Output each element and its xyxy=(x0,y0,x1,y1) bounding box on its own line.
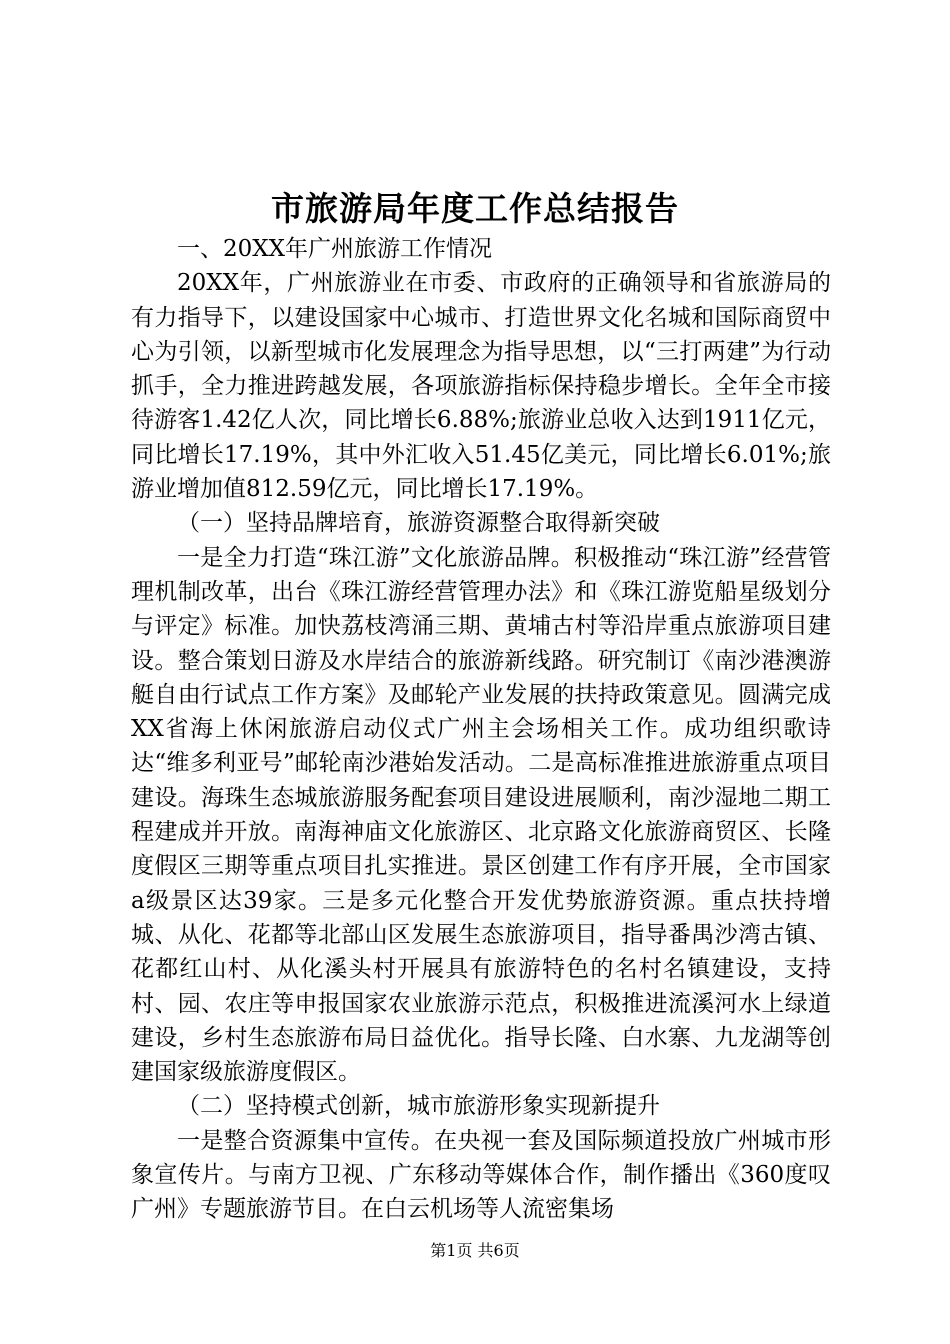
body-paragraph: 一是全力打造“珠江游”文化旅游品牌。积极推动“珠江游”经营管理机制改革，出台《珠江游经营管理办法》和《珠江游览船星级划分与评定》标准。加快荔枝湾涌三期、黄埔古村等沿岸重点旅游项目建设。整合策划日游及水岸结合的旅游新线路。研究制订《南沙港澳游艇自由行试点工作方案》及邮轮产业发展的扶持政策意见。圆满完成XX省海上休闲旅游启动仪式广州主会场相关工作。成功组织歌诗达“维多利亚号”邮轮南沙港始发活动。二是高标准推进旅游重点项目建设。海珠生态城旅游服务配套项目建设进展顺利，南沙湿地二期工程建成并开放。南海神庙文化旅游区、北京路文化旅游商贸区、长隆度假区三期等重点项目扎实推进。景区创建工作有序开展，全市国家a级景区达39家。三是多元化整合开发优势旅游资源。重点扶持增城、从化、花都等北部山区发展生态旅游项目，指导番禺沙湾古镇、花都红山村、从化溪头村开展具有旅游特色的名村名镇建设，支持村、园、农庄等申报国家农业旅游示范点，积极推进流溪河水上绿道建设，乡村生态旅游布局日益优化。指导长隆、白水寨、九龙湖等创建国家级旅游度假区。 xyxy=(131,544,831,1086)
subsection-heading: （二）坚持模式创新，城市旅游形象实现新提升 xyxy=(177,1093,660,1120)
subsection-heading: （一）坚持品牌培育，旅游资源整合取得新突破 xyxy=(177,510,660,537)
body-paragraph: 20XX年，广州旅游业在市委、市政府的正确领导和省旅游局的有力指导下，以建设国家中心城市、打造世界文化名城和国际商贸中心为引领，以新型城市化发展理念为指导思想，以“三打两建”为行动抓手，全力推进跨越发展，各项旅游指标保持稳步增长。全年全市接待游客1.42亿人次，同比增长6.88%;旅游业总收入达到1911亿元，同比增长17.19%，其中外汇收入51.45亿美元，同比增长6.01%;旅游业增加值812.59亿元，同比增长17.19%。 xyxy=(131,270,831,503)
section-heading: 一、20XX年广州旅游工作情况 xyxy=(177,236,493,262)
body-paragraph: 一是整合资源集中宣传。在央视一套及国际频道投放广州城市形象宣传片。与南方卫视、广东移动等媒体合作，制作播出《360度叹广州》专题旅游节目。在白云机场等人流密集场 xyxy=(131,1127,831,1223)
document-title: 市旅游局年度工作总结报告 xyxy=(271,189,679,228)
document-body xyxy=(131,232,831,1227)
page-footer: 第1页 共6页 xyxy=(430,1241,520,1260)
